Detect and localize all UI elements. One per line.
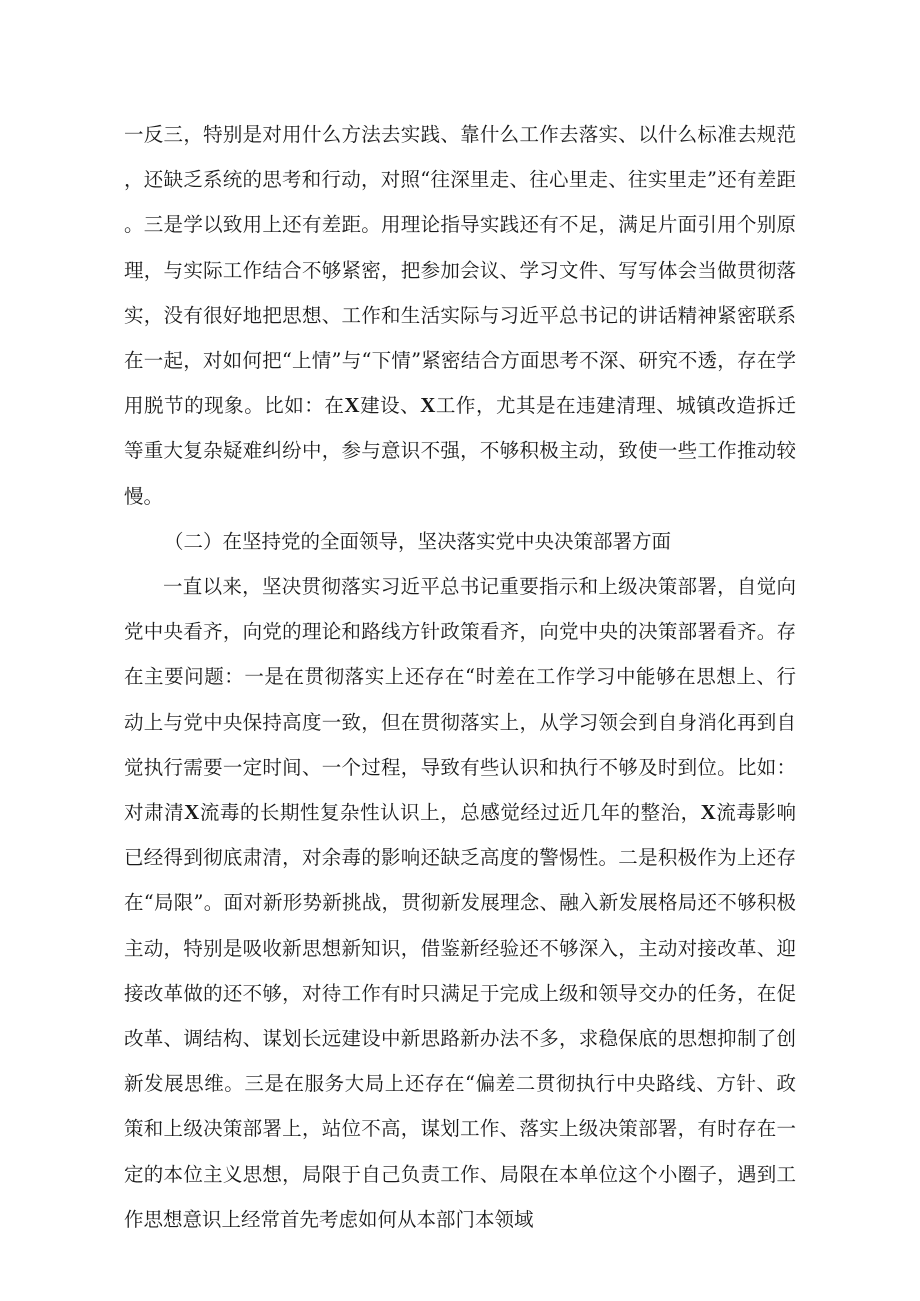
paragraph-continued — [124, 112, 796, 519]
placeholder-x: X — [184, 800, 200, 825]
document-body — [124, 112, 796, 1242]
paragraph-text: 流毒的长期性复杂性认识上，总感觉经过近几年的整治， — [199, 801, 701, 825]
paragraph-text: 建设、 — [359, 394, 421, 418]
placeholder-x: X — [700, 800, 716, 825]
placeholder-x: X — [344, 393, 360, 418]
section-heading: （二）在坚持党的全面领导，坚决落实党中央决策部署方面 — [164, 529, 672, 553]
paragraph-text: 一反三，特别是对用什么方法去实践、靠什么工作去落实、以什么标准去规范，还缺乏系统的思考和行动，对照“往深里走、往心里走、往实里走”还有差距。三是学以致用上还有差距。用理论指导实践还有不足，满足片面引用个别原理，与实际工作结合不够紧密，把参加会议、学习文件、写写体会当做贯彻落实，没有很好地把思想、工作和生活实际与习近平总书记的讲话精神紧密联系在一起，对如何把“上情”与“下情”紧密结合方面思考不深、研究不透，存在学用脱节的现象。比如：在 — [124, 123, 796, 418]
paragraph — [124, 564, 796, 1242]
paragraph-text: 一直以来，坚决贯彻落实习近平总书记重要指示和上级决策部署，自觉向党中央看齐，向党的理论和路线方针政策看齐，向党中央的决策部署看齐。存在主要问题：一是在贯彻落实上还存在“时差在工作学习中能够在思想上、行动上与党中央保持高度一致，但在贯彻落实上，从学习领会到自身消化再到自觉执行需要一定时间、一个过程，导致有些认识和执行不够及时到位。比如：对肃清 — [124, 575, 796, 825]
placeholder-x: X — [420, 393, 436, 418]
paragraph-text: 工作，尤其是在违建清理、城镇改造拆迁等重大复杂疑难纠纷中，参与意识不强，不够积极主动，致使一些工作推动较慢。 — [124, 394, 796, 508]
paragraph-text: 流毒影响已经得到彻底肃清，对余毒的影响还缺乏高度的警惕性。二是积极作为上还存在“局限”。面对新形势新挑战，贯彻新发展理念、融入新发展格局还不够积极主动，特别是吸收新思想新知识，借鉴新经验还不够深入，主动对接改革、迎接改革做的还不够，对待工作有时只满足于完成上级和领导交办的任务，在促改革、调结构、谋划长远建设中新思路新办法不多，求稳保底的思想抑制了创新发展思维。三是在服务大局上还存在“偏差二贯彻执行中央路线、方针、政策和上级决策部署上，站位不高，谋划工作、落实上级决策部署，有时存在一定的本位主义思想，局限于自己负责工作、局限在本单位这个小圈子，遇到工作思想意识上经常首先考虑如何从本部门本领域 — [124, 801, 796, 1231]
